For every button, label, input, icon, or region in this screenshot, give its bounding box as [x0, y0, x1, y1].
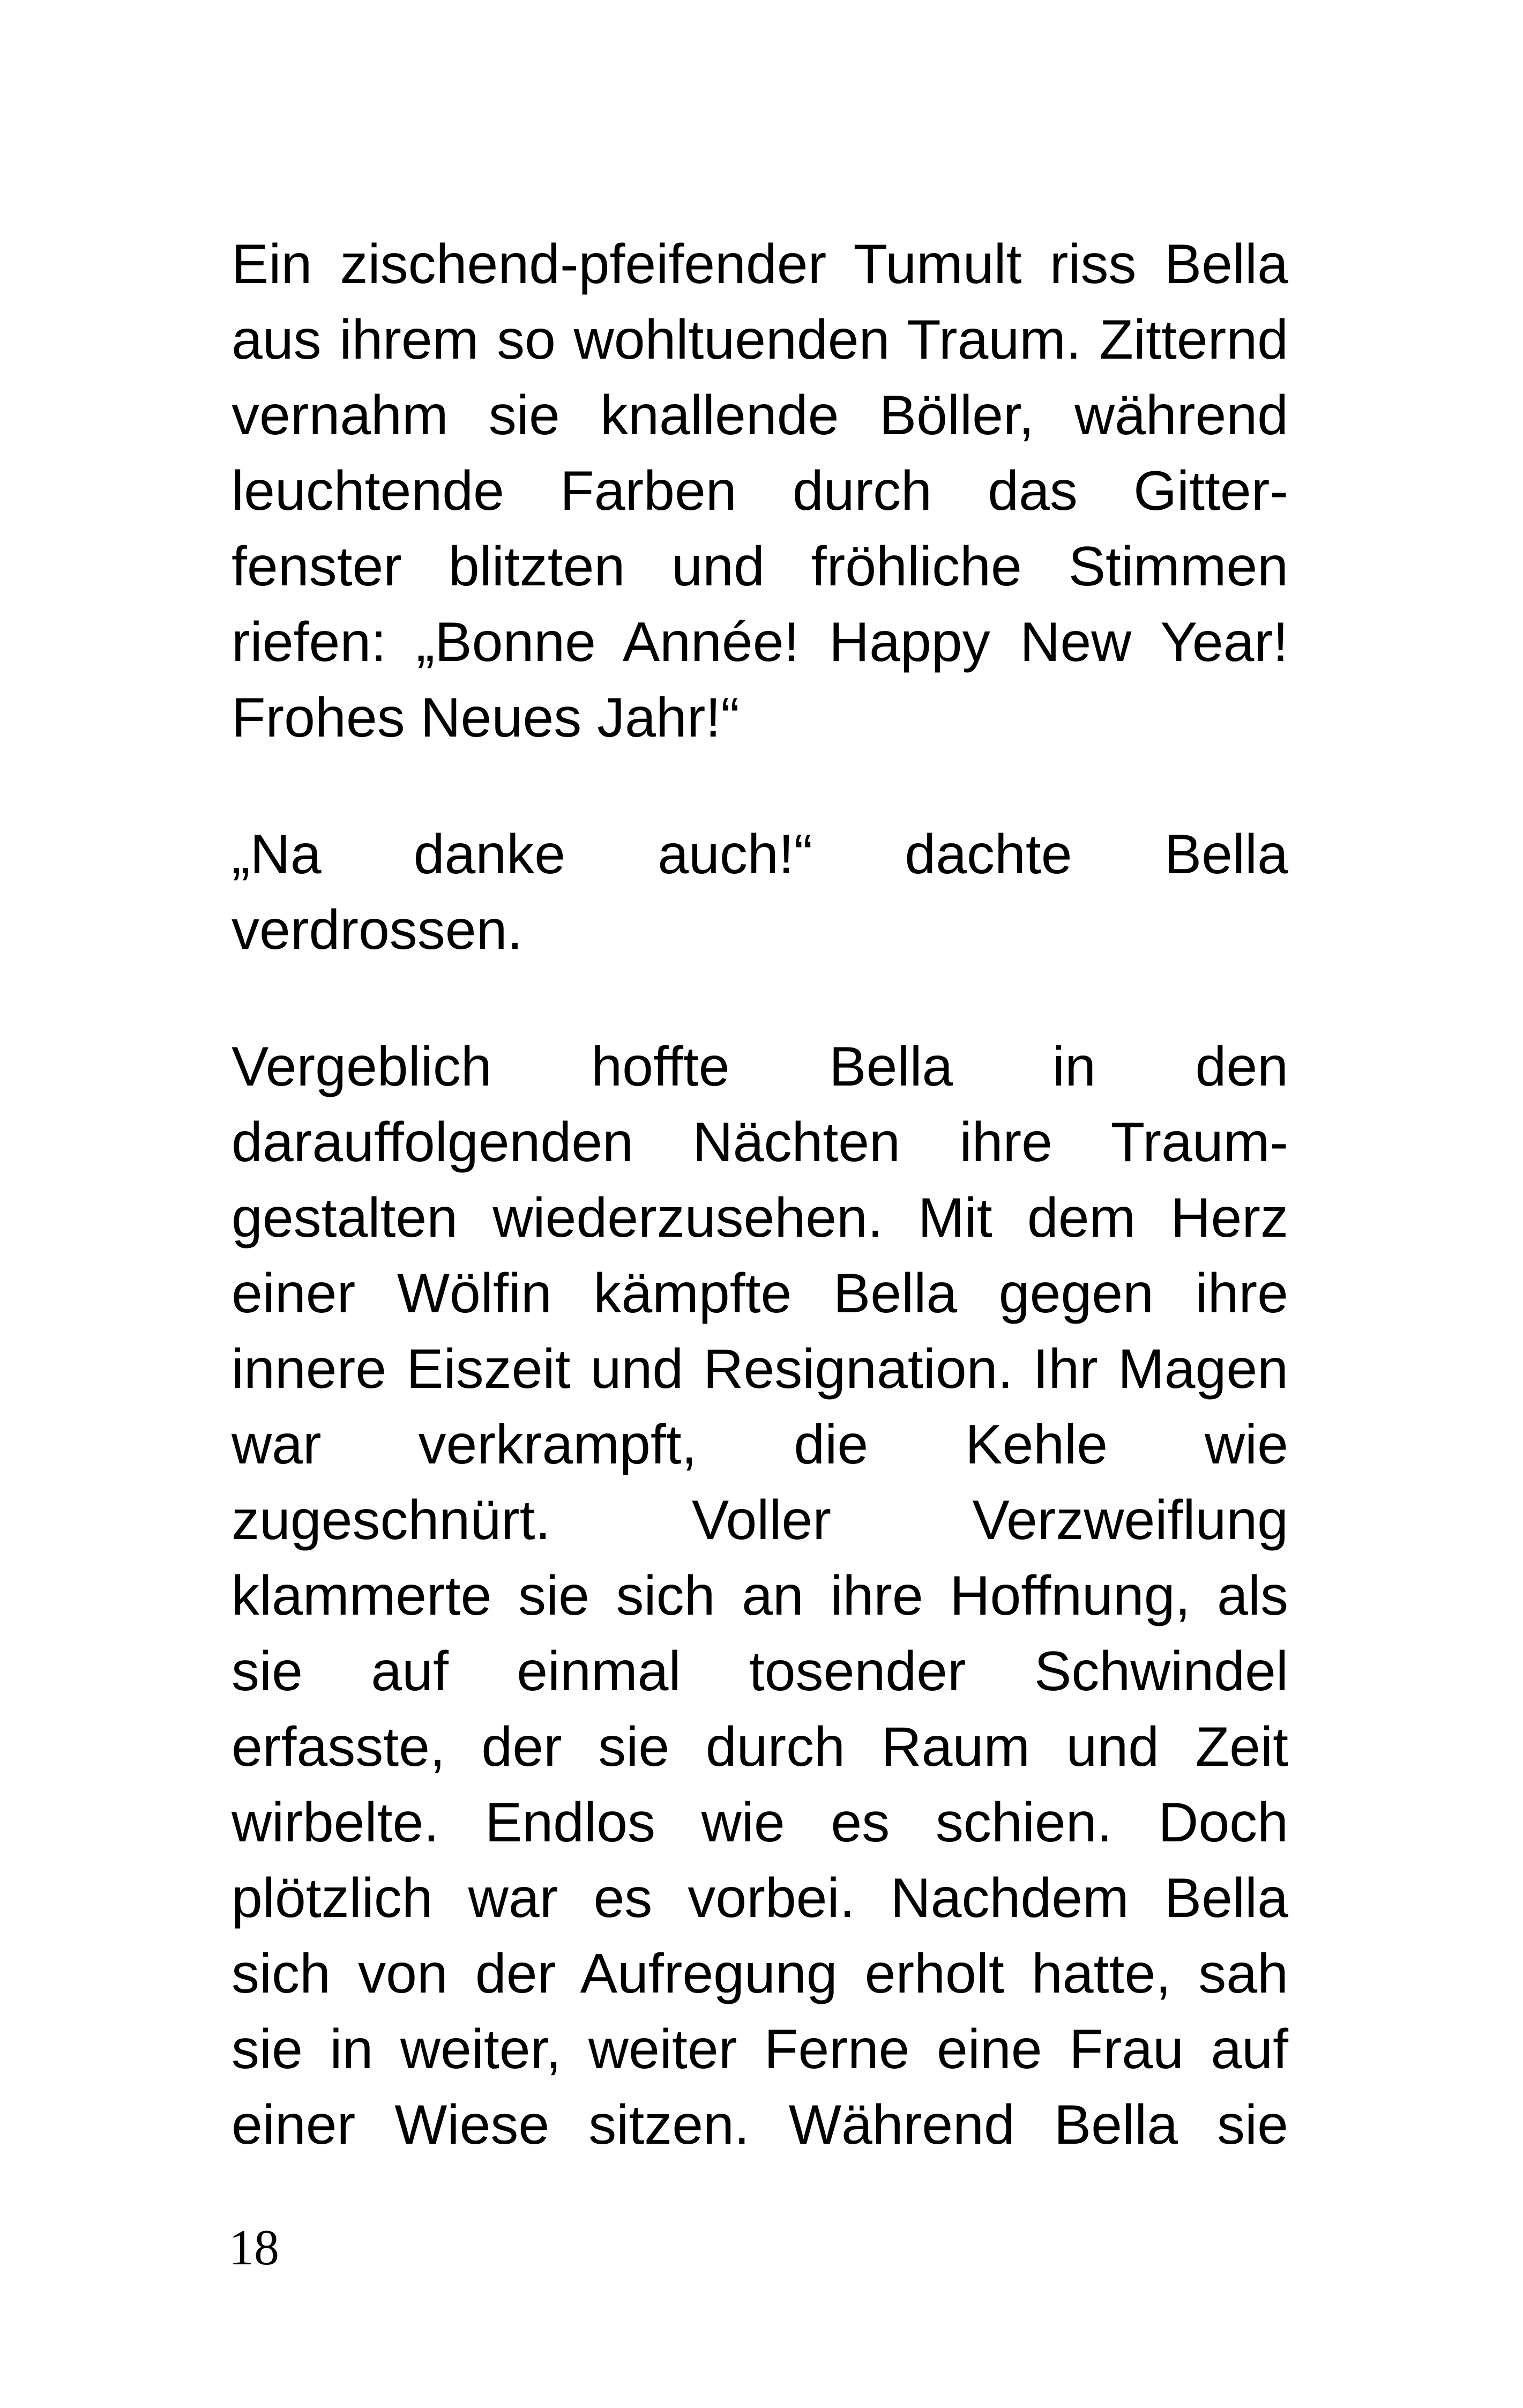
text-line: leuchtende Farben durch das Gitter-: [232, 460, 1288, 522]
text-line: einer Wölfin kämpfte Bella gegen ihre: [232, 1262, 1288, 1325]
text-line: aus ihrem so wohltuenden Traum. Zitternd: [232, 309, 1288, 371]
paragraph: [232, 1029, 1288, 2163]
text-line: klammerte sie sich an ihre Hoffnung, als: [232, 1565, 1288, 1627]
text-line: „Na danke auch!“ dachte Bella: [232, 823, 1288, 886]
text-line: zugeschnürt. Voller Verzweiflung: [232, 1489, 1288, 1551]
text-line: sich von der Aufregung erholt hatte, sah: [232, 1943, 1288, 2005]
text-line: einer Wiese sitzen. Während Bella sie: [232, 2094, 1288, 2156]
text-line: Vergeblich hoffte Bella in den: [232, 1036, 1288, 1098]
text-line: Frohes Neues Jahr!“: [232, 687, 740, 749]
text-line: innere Eiszeit und Resignation. Ihr Magen: [232, 1338, 1288, 1400]
page-text: [232, 227, 1288, 2163]
text-line: verdrossen.: [232, 899, 523, 961]
page-number: 18: [229, 2220, 279, 2276]
text-line: sie auf einmal tosender Schwindel: [232, 1640, 1288, 1703]
text-line: riefen: „Bonne Année! Happy New Year!: [232, 611, 1288, 673]
text-line: plötzlich war es vorbei. Nachdem Bella: [232, 1867, 1288, 1929]
text-line: sie in weiter, weiter Ferne eine Frau auf: [232, 2018, 1288, 2080]
text-line: Ein zischend-pfeifender Tumult riss Bella: [232, 233, 1288, 295]
paragraph: [232, 817, 1288, 968]
text-line: war verkrampft, die Kehle wie: [232, 1414, 1288, 1476]
text-line: fenster blitzten und fröhliche Stimmen: [232, 536, 1288, 598]
text-line: erfasste, der sie durch Raum und Zeit: [232, 1716, 1288, 1778]
text-line: gestalten wiederzusehen. Mit dem Herz: [232, 1187, 1288, 1249]
text-line: darauffolgenden Nächten ihre Traum-: [232, 1111, 1288, 1173]
text-line: vernahm sie knallende Böller, während: [232, 384, 1288, 447]
paragraph: [232, 227, 1288, 756]
text-line: wirbelte. Endlos wie es schien. Doch: [232, 1792, 1288, 1854]
